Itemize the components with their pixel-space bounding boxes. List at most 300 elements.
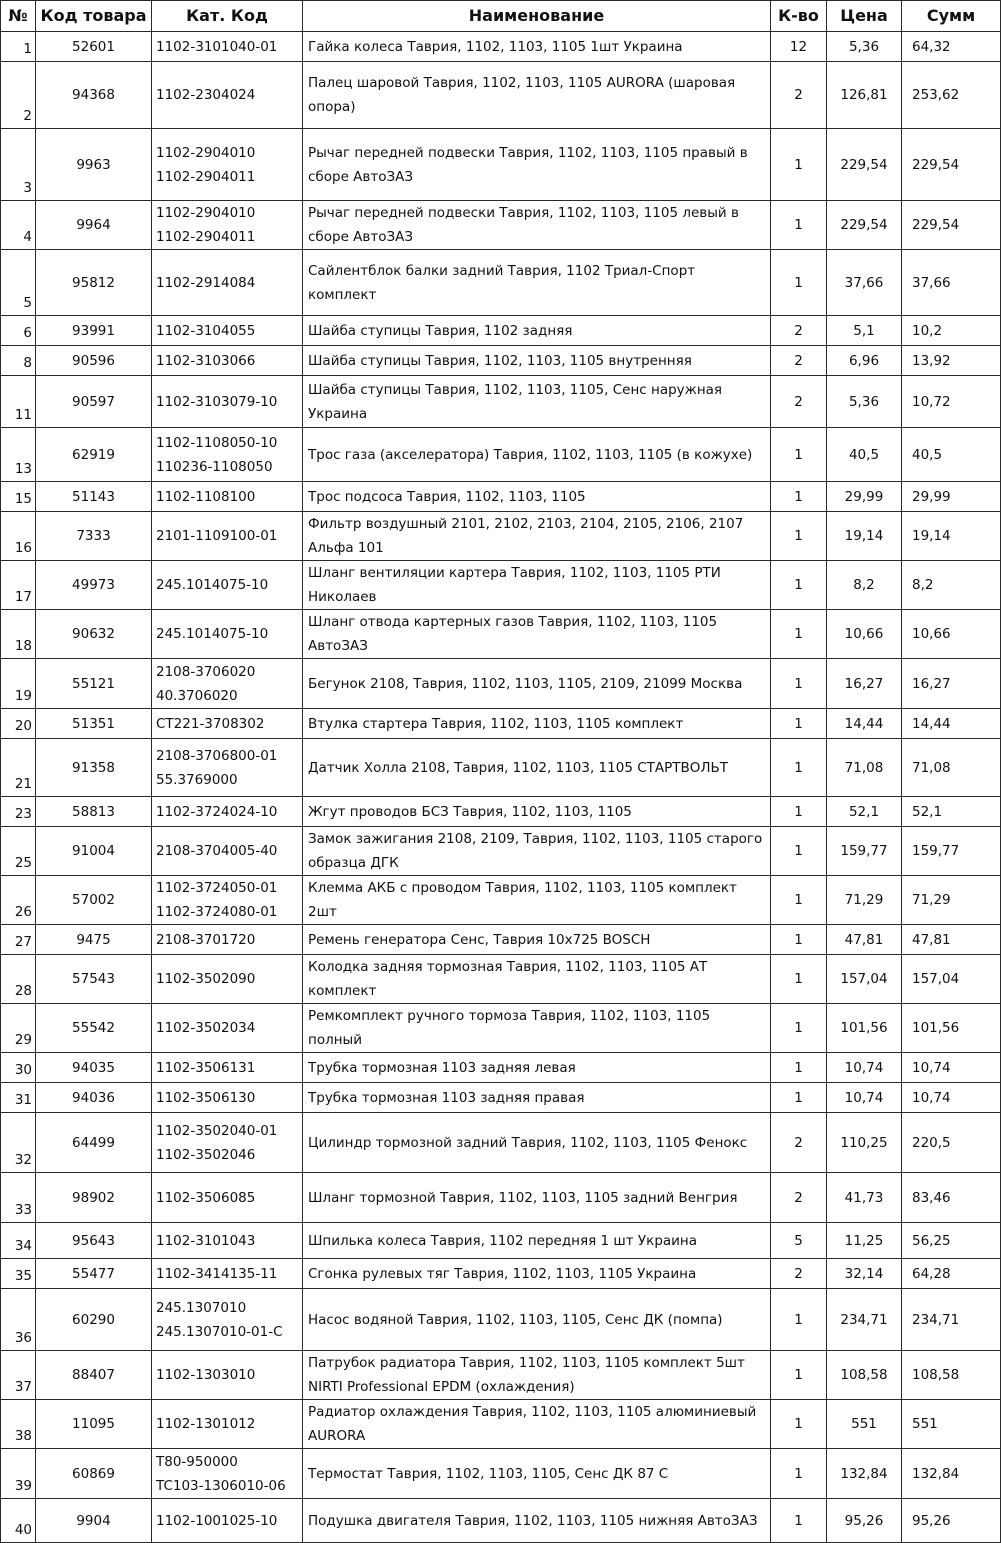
cell-num: 25 [1, 827, 36, 876]
cell-cat [152, 512, 303, 561]
header-qty: К-во [771, 1, 827, 32]
cell-qty: 1 [771, 129, 827, 201]
cell-qty: 1 [771, 797, 827, 827]
cell-name: Ремкомплект ручного тормоза Таврия, 1102, 1103, 1105 полный [303, 1004, 771, 1053]
cell-num: 13 [1, 428, 36, 482]
cell-qty: 1 [771, 876, 827, 925]
cat-code-line: 1102-3103066 [156, 352, 256, 369]
cat-code-line: T80-950000 [156, 1453, 238, 1470]
cell-code: 57002 [36, 876, 152, 925]
cat-code-line: 1102-2904010 [156, 205, 256, 221]
cell-qty: 1 [771, 1351, 827, 1400]
cell-qty: 1 [771, 1289, 827, 1351]
cell-qty: 2 [771, 316, 827, 346]
cell-sum: 14,44 [902, 709, 1001, 739]
table-row [1, 129, 1001, 201]
cell-name: Трос подсоса Таврия, 1102, 1103, 1105 [303, 482, 771, 512]
cell-cat [152, 129, 303, 201]
cell-code: 9904 [36, 1499, 152, 1543]
cat-code-line: 1102-1108050-10 [156, 434, 278, 451]
cell-cat [152, 1289, 303, 1351]
cell-price: 110,25 [827, 1113, 902, 1173]
cell-num: 23 [1, 797, 36, 827]
table-row [1, 1289, 1001, 1351]
table-row [1, 482, 1001, 512]
cell-qty: 1 [771, 925, 827, 955]
cell-price: 71,29 [827, 876, 902, 925]
cell-cat [152, 1400, 303, 1449]
cell-sum: 71,08 [902, 739, 1001, 797]
cell-num: 6 [1, 316, 36, 346]
cell-price: 234,71 [827, 1289, 902, 1351]
cell-code: 9963 [36, 129, 152, 201]
table-row [1, 925, 1001, 955]
header-price: Цена [827, 1, 902, 32]
cell-sum: 37,66 [902, 250, 1001, 316]
cat-code-line: 1102-2904011 [156, 229, 256, 245]
table-row [1, 1259, 1001, 1289]
cell-sum: 220,5 [902, 1113, 1001, 1173]
cell-code: 55477 [36, 1259, 152, 1289]
table-row [1, 1173, 1001, 1223]
cell-sum: 159,77 [902, 827, 1001, 876]
cell-cat [152, 955, 303, 1004]
cell-price: 229,54 [827, 129, 902, 201]
cell-price: 40,5 [827, 428, 902, 482]
table-row [1, 876, 1001, 925]
cell-cat [152, 925, 303, 955]
cell-sum: 40,5 [902, 428, 1001, 482]
cat-code-line: 1102-1303010 [156, 1367, 256, 1383]
cell-price: 52,1 [827, 797, 902, 827]
cell-price: 14,44 [827, 709, 902, 739]
cell-name: Рычаг передней подвески Таврия, 1102, 1103, 1105 правый в сборе АвтоЗАЗ [303, 129, 771, 201]
cell-name: Сгонка рулевых тяг Таврия, 1102, 1103, 1105 Украина [303, 1259, 771, 1289]
table-row [1, 428, 1001, 482]
cell-num: 3 [1, 129, 36, 201]
table-row [1, 797, 1001, 827]
cell-code: 7333 [36, 512, 152, 561]
cell-price: 71,08 [827, 739, 902, 797]
cell-qty: 1 [771, 512, 827, 561]
cell-qty: 1 [771, 1083, 827, 1113]
cell-code: 90596 [36, 346, 152, 376]
cell-price: 32,14 [827, 1259, 902, 1289]
cell-num: 31 [1, 1083, 36, 1113]
cell-code: 9964 [36, 201, 152, 250]
cell-qty: 1 [771, 250, 827, 316]
table-row [1, 955, 1001, 1004]
cell-cat [152, 428, 303, 482]
cell-name: Шайба ступицы Таврия, 1102, 1103, 1105, Сенс наружная Украина [303, 376, 771, 428]
table-row [1, 1400, 1001, 1449]
cat-code-line: 1102-3103079-10 [156, 393, 278, 410]
cell-qty: 12 [771, 32, 827, 62]
cat-code-line: 40.3706020 [156, 687, 238, 704]
cell-qty: 1 [771, 1004, 827, 1053]
cell-cat [152, 1223, 303, 1259]
cell-name: Фильтр воздушный 2101, 2102, 2103, 2104, 2105, 2106, 2107 Альфа 101 [303, 512, 771, 561]
table-row [1, 201, 1001, 250]
cell-name: Трубка тормозная 1103 задняя правая [303, 1083, 771, 1113]
cell-num: 18 [1, 610, 36, 659]
cell-price: 41,73 [827, 1173, 902, 1223]
cell-sum: 10,2 [902, 316, 1001, 346]
cell-cat [152, 797, 303, 827]
cell-qty: 1 [771, 739, 827, 797]
cell-sum: 71,29 [902, 876, 1001, 925]
cell-price: 10,66 [827, 610, 902, 659]
cell-cat [152, 561, 303, 610]
cell-code: 90632 [36, 610, 152, 659]
cell-qty: 2 [771, 1259, 827, 1289]
cell-code: 49973 [36, 561, 152, 610]
cell-qty: 1 [771, 827, 827, 876]
cell-sum: 47,81 [902, 925, 1001, 955]
table-row [1, 62, 1001, 129]
cell-price: 108,58 [827, 1351, 902, 1400]
cell-sum: 234,71 [902, 1289, 1001, 1351]
cell-cat [152, 709, 303, 739]
cell-cat [152, 659, 303, 709]
cell-sum: 52,1 [902, 797, 1001, 827]
cell-name: Шланг вентиляции картера Таврия, 1102, 1103, 1105 РТИ Николаев [303, 561, 771, 610]
cell-code: 58813 [36, 797, 152, 827]
cell-qty: 1 [771, 659, 827, 709]
cell-sum: 10,72 [902, 376, 1001, 428]
cell-num: 15 [1, 482, 36, 512]
cell-sum: 56,25 [902, 1223, 1001, 1259]
cell-sum: 13,92 [902, 346, 1001, 376]
cell-code: 88407 [36, 1351, 152, 1400]
cell-code: 64499 [36, 1113, 152, 1173]
cell-cat [152, 1449, 303, 1499]
cell-cat [152, 1083, 303, 1113]
cell-name: Шланг тормозной Таврия, 1102, 1103, 1105 задний Венгрия [303, 1173, 771, 1223]
cell-sum: 29,99 [902, 482, 1001, 512]
cell-num: 21 [1, 739, 36, 797]
cat-code-line: 1102-3502040-01 [156, 1122, 278, 1139]
cell-name: Ремень генератора Сенс, Таврия 10х725 BOSCH [303, 925, 771, 955]
cell-price: 10,74 [827, 1053, 902, 1083]
cell-sum: 229,54 [902, 201, 1001, 250]
table-row [1, 1004, 1001, 1053]
cell-price: 551 [827, 1400, 902, 1449]
cat-code-line: 1102-3101043 [156, 1232, 256, 1249]
cell-cat [152, 1004, 303, 1053]
header-sum: Сумм [902, 1, 1001, 32]
cell-qty: 1 [771, 1449, 827, 1499]
cat-code-line: 1102-1001025-10 [156, 1512, 278, 1529]
cell-name: Насос водяной Таврия, 1102, 1103, 1105, Сенс ДК (помпа) [303, 1289, 771, 1351]
cell-name: Колодка задняя тормозная Таврия, 1102, 1103, 1105 АТ комплект [303, 955, 771, 1004]
cell-sum: 10,74 [902, 1083, 1001, 1113]
cell-code: 94035 [36, 1053, 152, 1083]
cat-code-line: 55.3769000 [156, 771, 238, 788]
cell-num: 16 [1, 512, 36, 561]
cell-sum: 253,62 [902, 62, 1001, 129]
cell-name: Клемма АКБ с проводом Таврия, 1102, 1103, 1105 комплект 2шт [303, 876, 771, 925]
cell-price: 126,81 [827, 62, 902, 129]
cell-price: 10,74 [827, 1083, 902, 1113]
table-row [1, 512, 1001, 561]
cell-code: 51351 [36, 709, 152, 739]
cell-price: 132,84 [827, 1449, 902, 1499]
cell-qty: 1 [771, 955, 827, 1004]
cell-cat [152, 201, 303, 250]
cat-code-line: CT221-3708302 [156, 715, 265, 732]
cell-qty: 1 [771, 428, 827, 482]
cat-code-line: 2108-3706020 [156, 663, 256, 680]
table-row [1, 1053, 1001, 1083]
cell-sum: 10,74 [902, 1053, 1001, 1083]
cell-code: 55121 [36, 659, 152, 709]
table-row [1, 376, 1001, 428]
cat-code-line: 1102-3101040-01 [156, 38, 278, 55]
cell-num: 27 [1, 925, 36, 955]
cell-num: 37 [1, 1351, 36, 1400]
cell-name: Шпилька колеса Таврия, 1102 передняя 1 шт Украина [303, 1223, 771, 1259]
cat-code-line: TC103-1306010-06 [156, 1477, 286, 1494]
table-row [1, 1449, 1001, 1499]
cell-qty: 1 [771, 561, 827, 610]
cell-name: Замок зажигания 2108, 2109, Таврия, 1102, 1103, 1105 старого образца ДГК [303, 827, 771, 876]
cell-sum: 551 [902, 1400, 1001, 1449]
cell-price: 19,14 [827, 512, 902, 561]
cat-code-line: 1102-3724050-01 [156, 880, 278, 896]
cell-cat [152, 739, 303, 797]
cell-cat [152, 876, 303, 925]
cell-cat [152, 250, 303, 316]
cell-name: Шланг отвода картерных газов Таврия, 1102, 1103, 1105 АвтоЗАЗ [303, 610, 771, 659]
cell-cat [152, 1259, 303, 1289]
cell-qty: 1 [771, 201, 827, 250]
cat-code-line: 110236-1108050 [156, 458, 273, 475]
header-name: Наименование [303, 1, 771, 32]
cell-name: Жгут проводов БСЗ Таврия, 1102, 1103, 1105 [303, 797, 771, 827]
cat-code-line: 1102-3502034 [156, 1020, 256, 1036]
cell-num: 20 [1, 709, 36, 739]
cell-code: 51143 [36, 482, 152, 512]
table-row [1, 346, 1001, 376]
cell-num: 4 [1, 201, 36, 250]
cell-num: 39 [1, 1449, 36, 1499]
cell-cat [152, 1499, 303, 1543]
cell-qty: 2 [771, 376, 827, 428]
cat-code-line: 1102-3104055 [156, 322, 256, 339]
cell-name: Подушка двигателя Таврия, 1102, 1103, 1105 нижняя АвтоЗАЗ [303, 1499, 771, 1543]
cat-code-line: 1102-1108100 [156, 488, 256, 505]
cell-name: Сайлентблок балки задний Таврия, 1102 Триал-Спорт комплект [303, 250, 771, 316]
table-body [1, 32, 1001, 1543]
cell-code: 60290 [36, 1289, 152, 1351]
cell-name: Трубка тормозная 1103 задняя левая [303, 1053, 771, 1083]
cell-sum: 8,2 [902, 561, 1001, 610]
cell-code: 93991 [36, 316, 152, 346]
table-row [1, 709, 1001, 739]
cell-cat [152, 1173, 303, 1223]
cell-num: 32 [1, 1113, 36, 1173]
cat-code-line: 2101-1109100-01 [156, 528, 278, 544]
cell-num: 40 [1, 1499, 36, 1543]
cell-sum: 19,14 [902, 512, 1001, 561]
table-row [1, 659, 1001, 709]
cell-name: Цилиндр тормозной задний Таврия, 1102, 1103, 1105 Фенокс [303, 1113, 771, 1173]
cell-name: Палец шаровой Таврия, 1102, 1103, 1105 AURORA (шаровая опора) [303, 62, 771, 129]
cat-code-line: 1102-3502046 [156, 1146, 256, 1163]
cell-num: 30 [1, 1053, 36, 1083]
cell-code: 91358 [36, 739, 152, 797]
table-row [1, 827, 1001, 876]
cell-sum: 64,28 [902, 1259, 1001, 1289]
table-row [1, 610, 1001, 659]
header-row [1, 1, 1001, 32]
cat-code-line: 2108-3706800-01 [156, 747, 278, 764]
cat-code-line: 2108-3704005-40 [156, 843, 278, 859]
cell-sum: 95,26 [902, 1499, 1001, 1543]
cell-sum: 16,27 [902, 659, 1001, 709]
cell-cat [152, 62, 303, 129]
cat-code-line: 1102-3502090 [156, 971, 256, 987]
cell-sum: 101,56 [902, 1004, 1001, 1053]
cell-sum: 229,54 [902, 129, 1001, 201]
cell-num: 5 [1, 250, 36, 316]
cell-name: Трос газа (акселератора) Таврия, 1102, 1103, 1105 (в кожухе) [303, 428, 771, 482]
cell-num: 36 [1, 1289, 36, 1351]
cell-qty: 1 [771, 610, 827, 659]
cell-cat [152, 316, 303, 346]
cell-num: 8 [1, 346, 36, 376]
cell-price: 16,27 [827, 659, 902, 709]
cell-num: 38 [1, 1400, 36, 1449]
cat-code-line: 1102-2904011 [156, 168, 256, 185]
cell-price: 11,25 [827, 1223, 902, 1259]
cell-cat [152, 376, 303, 428]
cell-price: 95,26 [827, 1499, 902, 1543]
cell-qty: 1 [771, 1499, 827, 1543]
cell-qty: 2 [771, 1173, 827, 1223]
table-row [1, 1351, 1001, 1400]
cell-code: 95812 [36, 250, 152, 316]
cell-price: 5,36 [827, 376, 902, 428]
cell-name: Гайка колеса Таврия, 1102, 1103, 1105 1шт Украина [303, 32, 771, 62]
table-row [1, 739, 1001, 797]
cat-code-line: 1102-3506130 [156, 1089, 256, 1106]
table-row [1, 1113, 1001, 1173]
cell-name: Шайба ступицы Таврия, 1102 задняя [303, 316, 771, 346]
cat-code-line: 1102-3506085 [156, 1189, 256, 1206]
cell-num: 17 [1, 561, 36, 610]
cell-qty: 1 [771, 1053, 827, 1083]
cell-code: 91004 [36, 827, 152, 876]
table-row [1, 1083, 1001, 1113]
cell-name: Шайба ступицы Таврия, 1102, 1103, 1105 внутренняя [303, 346, 771, 376]
cell-sum: 83,46 [902, 1173, 1001, 1223]
header-code: Код товара [36, 1, 152, 32]
cat-code-line: 245.1014075-10 [156, 626, 269, 642]
cell-qty: 2 [771, 1113, 827, 1173]
cell-num: 26 [1, 876, 36, 925]
cell-qty: 2 [771, 346, 827, 376]
cat-code-line: 1102-3724080-01 [156, 904, 278, 920]
cell-name: Патрубок радиатора Таврия, 1102, 1103, 1105 комплект 5шт NIRTI Professional EPDM (охлаждения) [303, 1351, 771, 1400]
cell-price: 37,66 [827, 250, 902, 316]
cell-price: 101,56 [827, 1004, 902, 1053]
header-num: № [1, 1, 36, 32]
cell-cat [152, 32, 303, 62]
cell-name: Датчик Холла 2108, Таврия, 1102, 1103, 1105 СТАРТВОЛЬТ [303, 739, 771, 797]
cell-code: 90597 [36, 376, 152, 428]
cell-num: 2 [1, 62, 36, 129]
cat-code-line: 1102-3724024-10 [156, 803, 278, 820]
cell-num: 34 [1, 1223, 36, 1259]
cell-cat [152, 1351, 303, 1400]
cat-code-line: 1102-2914084 [156, 274, 256, 291]
cell-qty: 2 [771, 62, 827, 129]
cell-num: 19 [1, 659, 36, 709]
cell-code: 94368 [36, 62, 152, 129]
cat-code-line: 1102-2304024 [156, 87, 256, 103]
table-row [1, 1223, 1001, 1259]
cell-price: 5,1 [827, 316, 902, 346]
cell-cat [152, 482, 303, 512]
cell-sum: 157,04 [902, 955, 1001, 1004]
cell-qty: 5 [771, 1223, 827, 1259]
cell-price: 159,77 [827, 827, 902, 876]
cell-code: 52601 [36, 32, 152, 62]
cell-name: Втулка стартера Таврия, 1102, 1103, 1105 комплект [303, 709, 771, 739]
cell-sum: 10,66 [902, 610, 1001, 659]
cell-code: 98902 [36, 1173, 152, 1223]
table-row [1, 250, 1001, 316]
cat-code-line: 245.1014075-10 [156, 577, 269, 593]
cell-price: 47,81 [827, 925, 902, 955]
cell-name: Бегунок 2108, Таврия, 1102, 1103, 1105, 2109, 21099 Москва [303, 659, 771, 709]
cell-code: 9475 [36, 925, 152, 955]
cell-sum: 64,32 [902, 32, 1001, 62]
cell-code: 11095 [36, 1400, 152, 1449]
cell-code: 62919 [36, 428, 152, 482]
cell-code: 55542 [36, 1004, 152, 1053]
cat-code-line: 245.1307010-01-C [156, 1323, 283, 1340]
cat-code-line: 2108-3701720 [156, 931, 256, 948]
cell-qty: 1 [771, 1400, 827, 1449]
cell-qty: 1 [771, 482, 827, 512]
cell-code: 95643 [36, 1223, 152, 1259]
cell-name: Радиатор охлаждения Таврия, 1102, 1103, 1105 алюминиевый AURORA [303, 1400, 771, 1449]
cell-price: 29,99 [827, 482, 902, 512]
cell-num: 11 [1, 376, 36, 428]
cell-qty: 1 [771, 709, 827, 739]
cell-code: 60869 [36, 1449, 152, 1499]
cell-price: 8,2 [827, 561, 902, 610]
cell-num: 1 [1, 32, 36, 62]
cell-code: 57543 [36, 955, 152, 1004]
cat-code-line: 245.1307010 [156, 1299, 247, 1316]
cell-price: 6,96 [827, 346, 902, 376]
cell-cat [152, 346, 303, 376]
cell-cat [152, 827, 303, 876]
cell-price: 5,36 [827, 32, 902, 62]
cell-num: 28 [1, 955, 36, 1004]
table-row [1, 561, 1001, 610]
cell-num: 33 [1, 1173, 36, 1223]
cell-name: Рычаг передней подвески Таврия, 1102, 1103, 1105 левый в сборе АвтоЗАЗ [303, 201, 771, 250]
header-cat: Кат. Код [152, 1, 303, 32]
cat-code-line: 1102-3506131 [156, 1059, 256, 1076]
cell-price: 157,04 [827, 955, 902, 1004]
cat-code-line: 1102-2904010 [156, 144, 256, 161]
